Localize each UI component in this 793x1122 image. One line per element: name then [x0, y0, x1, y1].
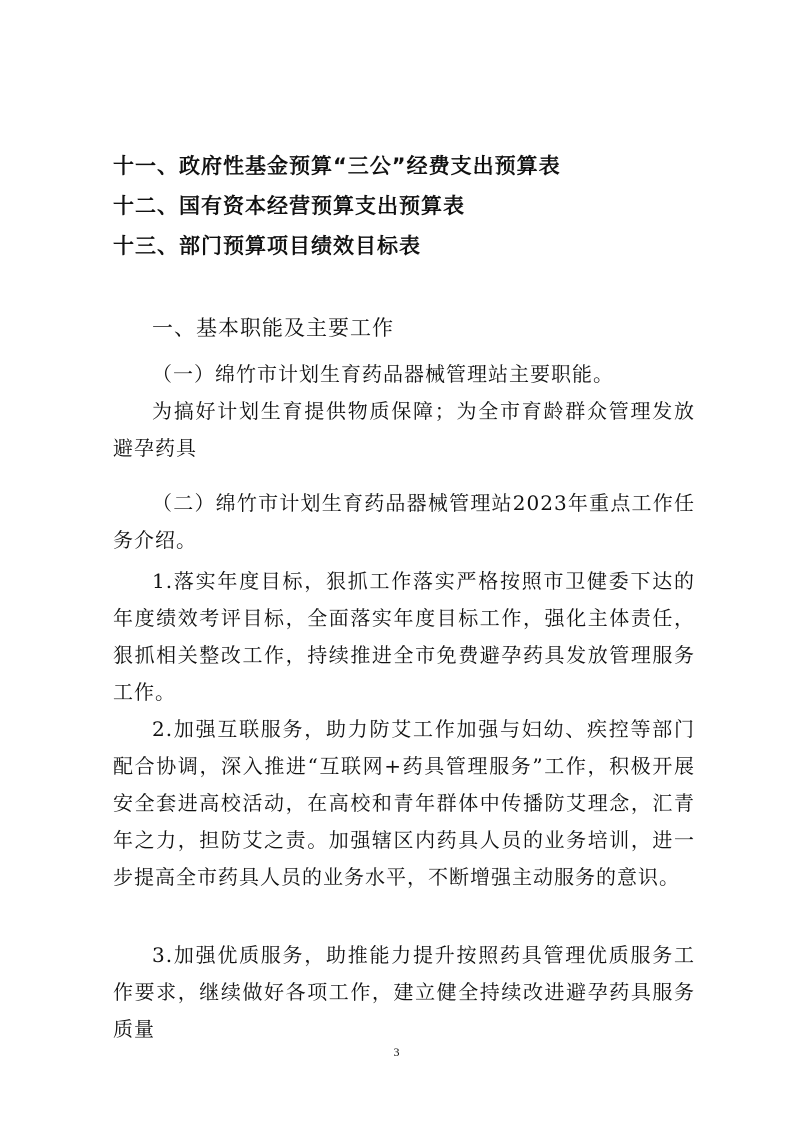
sub-heading-key-tasks: （二）绵竹市计划生育药品器械管理站2023年重点工作任务介绍。: [113, 491, 695, 552]
toc-item-11: 十一、政府性基金预算“三公”经费支出预算表: [113, 154, 561, 178]
paragraph-item-2: 2.加强互联服务，助力防艾工作加强与妇幼、疾控等部门配合协调，深入推进“互联网+药具管理服务”工作，积极开展安全套进高校活动，在高校和青年群体中传播防艾理念，汇青年之力，担防艾之责。加强辖区内药具人员的业务培训，进一步提高全市药具人员的业务水平，不断增强主动服务的意识。: [113, 717, 695, 889]
paragraph-functions-body: 为搞好计划生育提供物质保障；为全市育龄群众管理发放避孕药具: [113, 399, 695, 460]
page-number: 3: [393, 1045, 400, 1059]
sub-heading-main-functions: （一）绵竹市计划生育药品器械管理站主要职能。: [152, 362, 614, 386]
paragraph-item-3: 3.加强优质服务，助推能力提升按照药具管理优质服务工作要求，继续做好各项工作，建立健全持续改进避孕药具服务质量: [113, 943, 695, 1041]
toc-item-12: 十二、国有资本经营预算支出预算表: [113, 194, 465, 218]
toc-item-13: 十三、部门预算项目绩效目标表: [113, 234, 421, 258]
section-heading-basic-functions: 一、基本职能及主要工作: [152, 316, 394, 340]
paragraph-item-1: 1.落实年度目标，狠抓工作落实严格按照市卫健委下达的年度绩效考评目标，全面落实年度目标工作，强化主体责任，狠抓相关整改工作，持续推进全市免费避孕药具发放管理服务工作。: [113, 569, 695, 704]
